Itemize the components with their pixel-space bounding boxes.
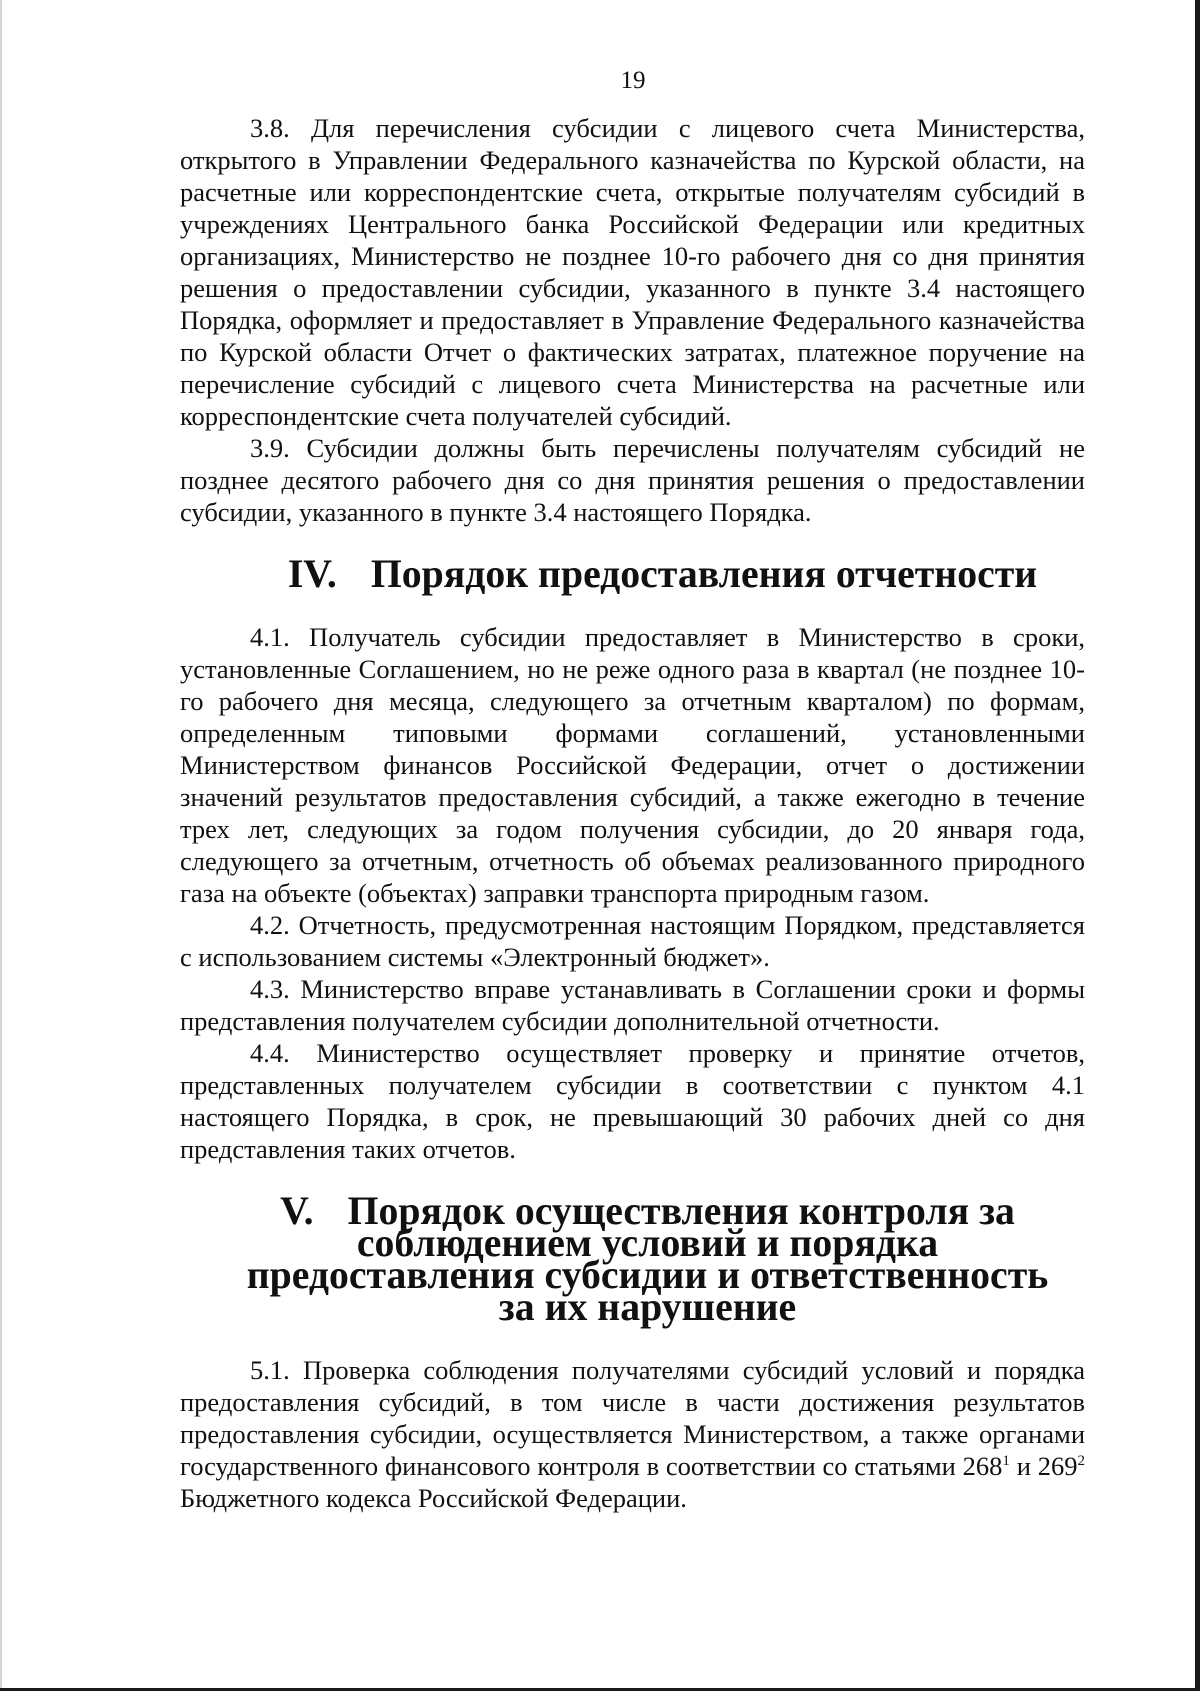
page-number: 19: [620, 67, 646, 94]
paragraph-4-2: 4.2. Отчетность, предусмотренная настоящим Порядком, представляется с использованием системы «Электронный бюджет».: [180, 910, 1085, 972]
section-title: Порядок предоставления отчетности: [370, 552, 1038, 596]
paragraph-4-1: 4.1. Получатель субсидии предоставляет в Министерство в сроки, установленные Соглашением, но не реже одного раза в квартал (не позднее 10-го рабочего дня месяца, следующего за отчетным кварталом) по формам, определенным типовыми формами соглашений, установленными Министерством финансов Российской Федерации, отчет о достижении значений результатов предоставления субсидий, а также ежегодно в течение трех лет, следующих за годом получения субсидии, до 20 января года, следующего за отчетным, отчетность об объемах реализованного природного газа на объекте (объектах) заправки транспорта природным газом.: [180, 622, 1085, 908]
superscript: 2: [1077, 1453, 1085, 1469]
paragraph-text: 5.1. Проверка соблюдения получателями субсидий условий и порядка предоставления субсидий, в том числе в части достижения результатов предоставления субсидии, осуществляется Министерством, а также органами государственного финансового контроля в соответствии со статьями 268: [180, 1355, 1085, 1481]
paragraph-3-8: 3.8. Для перечисления субсидии с лицевого счета Министерства, открытого в Управлении Федерального казначейства по Курской области, на расчетные или корреспондентские счета, открытые получателям субсидий в учреждениях Центрального банка Российской Федерации или кредитных организациях, Министерство не позднее 10-го рабочего дня со дня принятия решения о предоставлении субсидии, указанного в пункте 3.4 настоящего Порядка, оформляет и предоставляет в Управление Федерального казначейства по Курской области Отчет о фактических затратах, платежное поручение на перечисление субсидий с лицевого счета Министерства на расчетные или корреспондентские счета получателей субсидий.: [180, 113, 1085, 431]
section-number: IV.: [287, 552, 337, 596]
section-heading-iv: [180, 552, 1085, 596]
section-number: V.: [280, 1189, 314, 1233]
scan-edge-left: [0, 0, 2, 1691]
scan-edge-right: [1195, 0, 1200, 1691]
section-title: Порядок осуществления контроля за соблюдением условий и порядка предоставления субсидии и ответственность за их нарушение: [246, 1189, 1049, 1329]
paragraph-5-1: [180, 1354, 1085, 1514]
paragraph-3-9: 3.9. Субсидии должны быть перечислены получателям субсидий не позднее десятого рабочего дня со дня принятия решения о предоставлении субсидии, указанного в пункте 3.4 настоящего Порядка.: [180, 433, 1085, 527]
section-heading-v: [180, 1189, 1085, 1329]
document-body: [180, 112, 1085, 1514]
paragraph-text: и 269: [1009, 1451, 1078, 1481]
paragraph-text: Бюджетного кодекса Российской Федерации.: [180, 1483, 687, 1513]
paragraph-4-3: 4.3. Министерство вправе устанавливать в Соглашении сроки и формы представления получателем субсидии дополнительной отчетности.: [180, 974, 1085, 1036]
superscript: 1: [1002, 1453, 1010, 1469]
paragraph-4-4: 4.4. Министерство осуществляет проверку и принятие отчетов, представленных получателем субсидии в соответствии с пунктом 4.1 настоящего Порядка, в срок, не превышающий 30 рабочих дней со дня представления таких отчетов.: [180, 1038, 1085, 1164]
